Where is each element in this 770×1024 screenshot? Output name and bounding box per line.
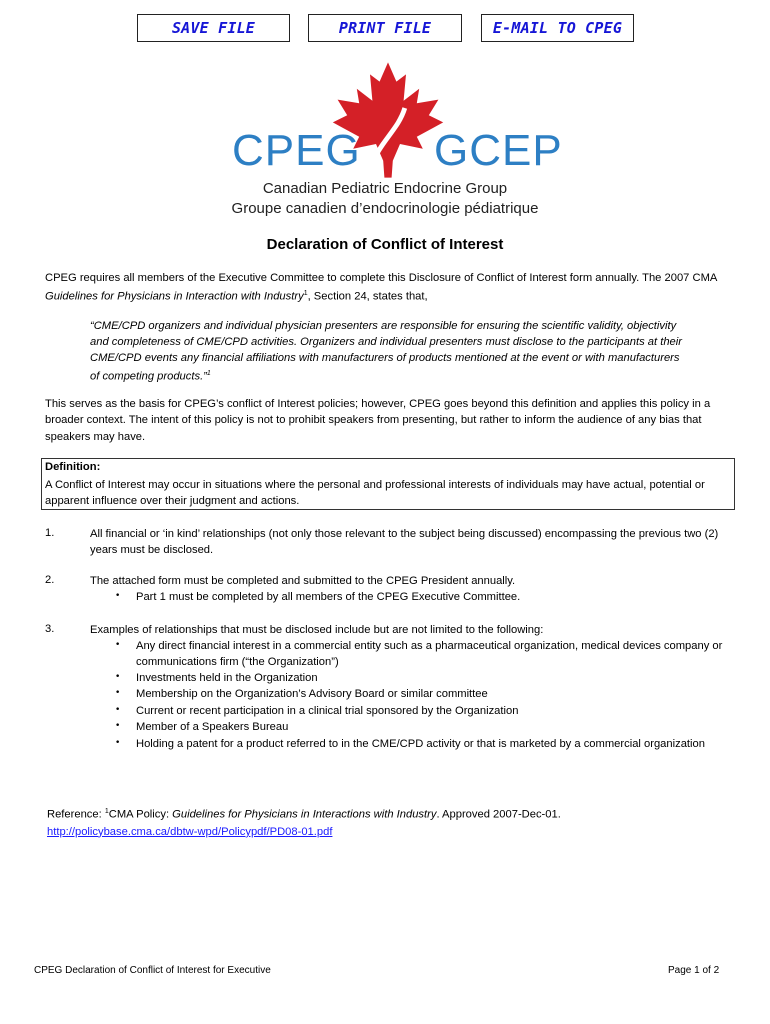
bullet-icon: •: [115, 705, 121, 715]
footer-document-name: CPEG Declaration of Conflict of Interest for Executive: [34, 965, 271, 976]
item-number: 3.: [45, 623, 55, 635]
policy-pdf-link[interactable]: http://policybase.cma.ca/dbtw-wpd/Policypdf/PD08-01.pdf: [47, 825, 333, 838]
list-item: Investments held in the Organization: [136, 672, 318, 684]
bullet-icon: •: [115, 688, 121, 698]
definition-text: A Conflict of Interest may occur in situations where the personal and professional interests of individuals may have actual, potential or apparent influence over their judgment and actions.: [45, 479, 705, 507]
reference-guidelines-title: Guidelines for Physicians in Interactions with Industry: [172, 808, 437, 821]
reference-note: [47, 803, 727, 841]
reference-approval: . Approved 2007-Dec-01.: [436, 808, 561, 821]
item-text: Examples of relationships that must be disclosed include but are not limited to the following:: [90, 624, 544, 636]
save-file-button[interactable]: SAVE FILE: [137, 14, 290, 42]
list-item: Membership on the Organization’s Advisory Board or similar committee: [136, 688, 488, 700]
cma-quote: [90, 318, 690, 385]
definition-box: [41, 458, 735, 510]
list-item: Current or recent participation in a clinical trial sponsored by the Organization: [136, 705, 519, 717]
email-to-cpeg-button[interactable]: E-MAIL TO CPEG: [481, 14, 634, 42]
quote-footnote-marker: 1: [206, 370, 211, 377]
reference-footnote-marker: 1: [104, 808, 109, 815]
logo-english-name: Canadian Pediatric Endocrine Group: [262, 180, 508, 197]
cpeg-logo: [230, 60, 563, 220]
definition-label: Definition:: [45, 461, 101, 473]
logo-text-cpeg: CPEG: [232, 126, 361, 175]
logo-text-gcep: GCEP: [434, 126, 563, 175]
reference-policy-label: CMA Policy:: [108, 808, 173, 821]
intro-footnote-marker: 1: [303, 290, 308, 298]
intro-paragraph: [45, 270, 725, 306]
footer-page-number: Page 1 of 2: [668, 965, 720, 976]
document-title: Declaration of Conflict of Interest: [266, 236, 504, 253]
item-number: 1.: [45, 527, 55, 539]
bullet-icon: •: [115, 721, 121, 731]
list-item: Part 1 must be completed by all members of the CPEG Executive Committee.: [136, 591, 521, 603]
maple-leaf-icon: [328, 60, 448, 180]
print-file-button[interactable]: PRINT FILE: [308, 14, 462, 42]
bullet-icon: •: [115, 738, 121, 748]
item-text: The attached form must be completed and submitted to the CPEG President annually.: [90, 575, 516, 587]
item-text: All financial or ‘in kind’ relationships (not only those relevant to the subject being discussed) encompassing the previous two (2) years must be disclosed.: [90, 528, 719, 557]
intro-guidelines-title: Guidelines for Physicians in Interaction with Industry: [45, 291, 304, 304]
intro-section-text: , Section 24, states that,: [307, 291, 428, 304]
quote-text: “CME/CPD organizers and individual physician presenters are responsible for ensuring the scientific validity, objectivity and completeness of CME/CPD activities. Organizers and individual presenters must disclose to the participants at their CME/CPD events any financial affiliations with manufacturers of products mentioned at the event or with manufacturers of competing products.”: [90, 320, 682, 383]
intro-text: CPEG requires all members of the Executive Committee to complete this Disclosure of Conflict of Interest form annually. The 2007 CMA: [45, 272, 717, 284]
reference-label: Reference:: [47, 808, 105, 821]
bullet-icon: •: [115, 591, 121, 601]
item-number: 2.: [45, 574, 55, 586]
bullet-icon: •: [115, 672, 121, 682]
list-item: Holding a patent for a product referred to in the CME/CPD activity or that is marketed by a commercial organization: [136, 738, 705, 750]
list-item: Member of a Speakers Bureau: [136, 721, 289, 733]
basis-paragraph: This serves as the basis for CPEG’s conflict of Interest policies; however, CPEG goes beyond this definition and applies this policy in a broader context. The intent of this policy is not to prohibit speakers from presenting, but rather to inform the audience of any bias that speakers may have.: [45, 398, 711, 443]
logo-french-name: Groupe canadien d’endocrinologie pédiatrique: [231, 200, 539, 217]
list-item: Any direct financial interest in a commercial entity such as a pharmaceutical organization, medical devices company or communications firm (“the Organization”): [136, 640, 723, 669]
bullet-icon: •: [115, 640, 121, 650]
